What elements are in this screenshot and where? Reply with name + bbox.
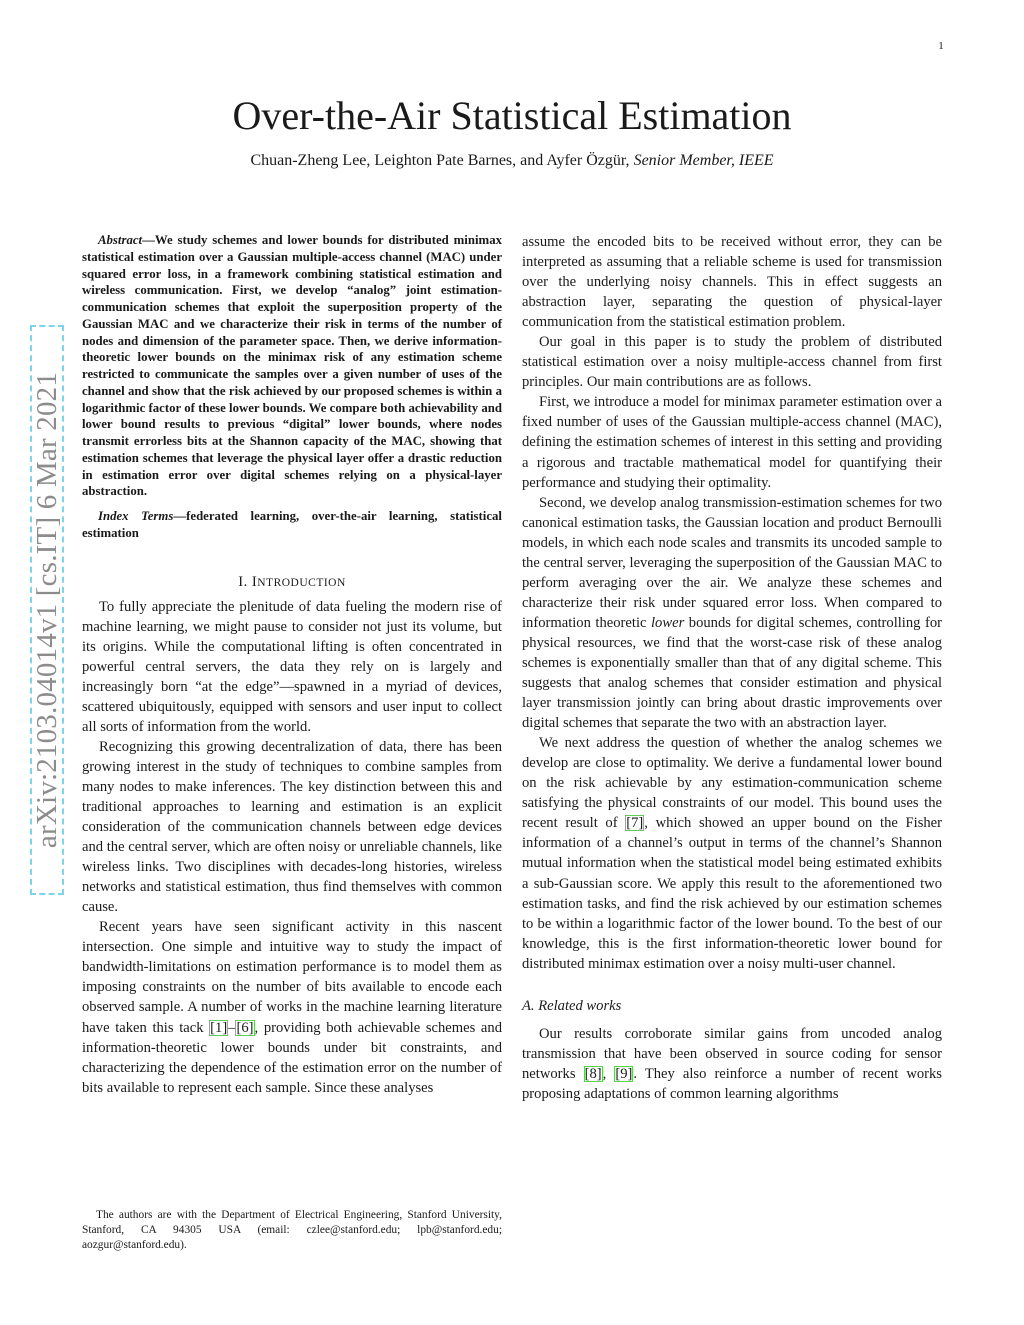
- intro-paragraph-first: First, we introduce a model for minimax parameter estimation over a fixed number of uses of the Gaussian multiple-access channel (MAC), defining the estimation schemes of interest in this setting and providing a rigorous and tractable mathematical model for quantifying their performance and studying their optimality.: [522, 394, 942, 491]
- intro-paragraph-second: [522, 493, 942, 734]
- paper-title: Over-the-Air Statistical Estimation: [232, 93, 792, 138]
- left-column: [82, 232, 502, 1098]
- citation-separator: ,: [602, 1065, 615, 1082]
- citation-link-7[interactable]: [7]: [626, 815, 644, 832]
- author-names: Chuan-Zheng Lee, Leighton Pate Barnes, and Ayfer Özgür,: [250, 152, 630, 169]
- citation-range-dash: –: [228, 1019, 236, 1036]
- section-title-rest: NTRODUCTION: [257, 576, 346, 589]
- intro-paragraph-continued: assume the encoded bits to be received without error, they can be interpreted as assuming that a reliable scheme is used for transmission over the underlying noisy channels. This in effect suggests an abstraction layer, separating the question of physical-layer communication from the statistical estimation problem.: [522, 234, 942, 331]
- citation-link-8[interactable]: [8]: [584, 1065, 602, 1082]
- section-numeral: I. I: [238, 573, 258, 590]
- index-terms-label: Index Terms: [98, 509, 174, 523]
- subsection-heading-related-works: A. Related works: [522, 997, 622, 1014]
- paragraph-text: Second, we develop analog transmission-estimation schemes for two canonical estimation tasks, the Gaussian location and product Bernoulli models, in which each node scales and transmits its uncoded sample to the central server, leveraging the superposition of the Gaussian MAC to perform averaging over the air. We analyze these schemes and characterize their risk under squared error loss. When compared to information theoretic: [522, 494, 942, 631]
- intro-paragraph-goal: Our goal in this paper is to study the problem of distributed statistical estimation over a noisy multiple-access channel from first principles. Our main contributions are as follows.: [522, 334, 942, 391]
- author-footnote: The authors are with the Department of Electrical Engineering, Stanford University, Stanford, CA 94305 USA (email: czlee@stanford.edu; lpb@stanford.edu; aozgur@stanford.edu).: [82, 1209, 502, 1251]
- section-heading-introduction: [82, 572, 502, 593]
- intro-paragraph-2: Recognizing this growing decentralization of data, there has been growing interest in the study of techniques to combine samples from many nodes to make inferences. The key distinction between this and traditional approaches to learning and estimation is an explicit consideration of the communication channels between edge devices and the central server, which are often noisy or unreliable channels, like wireless links. Two disciplines with decades-long histories, wireless networks and statistical estimation, thus find themselves with common cause.: [82, 738, 502, 916]
- author-title: Senior Member, IEEE: [633, 152, 774, 169]
- abstract-text: —We study schemes and lower bounds for distributed minimax statistical estimation over a Gaussian multiple-access channel (MAC) under squared error loss, in a framework combining statistical estimation and wireless communication. First, we develop “analog” joint estimation-communication schemes that exploit the superposition property of the Gaussian MAC and we characterize their risk in terms of the number of nodes and dimension of the parameter space. Then, we derive information-theoretic lower bounds on the minimax risk of any estimation scheme restricted to communicate the samples over a given number of uses of the channel and show that the risk achieved by our proposed schemes is within a logarithmic factor of these lower bounds. We compare both achievability and lower bound results to previous “digital” lower bounds, where nodes transmit errorless bits at the Shannon capacity of the MAC, showing that estimation schemes that leverage the physical layer offer a drastic reduction in estimation error over digital schemes relying on a physical-layer abstraction.: [82, 233, 502, 499]
- page-number: 1: [938, 40, 944, 52]
- intro-paragraph-next: [522, 733, 942, 974]
- related-works-paragraph: [522, 1024, 942, 1104]
- citation-link-9[interactable]: [9]: [615, 1065, 633, 1082]
- paragraph-text: Our results corroborate similar gains from uncoded analog transmission that have been observed in source coding for sensor networks: [522, 1025, 942, 1082]
- paragraph-text: . They also reinforce a number of recent works proposing adaptations of common learning algorithms: [522, 1065, 942, 1102]
- paragraph-text: , providing both achievable schemes and information-theoretic lower bounds under bit constraints, and characterizing the dependence of the estimation error on the number of bits available to represent each sample. Since these analyses: [82, 1019, 503, 1096]
- abstract-label: Abstract: [98, 233, 143, 247]
- citation-link-1[interactable]: [1]: [210, 1019, 228, 1036]
- author-line: [0, 151, 1024, 171]
- arxiv-stamp[interactable]: arXiv:2103.04014v1 [cs.IT] 6 Mar 2021: [30, 325, 64, 895]
- paragraph-text: We next address the question of whether the analog schemes we develop are close to optimality. We derive a fundamental lower bound on the risk achievable by any estimation-communication scheme satisfying the physical constraints of our model. This bound uses the recent result of: [522, 735, 942, 832]
- paragraph-text: , which showed an upper bound on the Fisher information of a channel’s output in terms of the channel’s Shannon mutual information when the statistical model being estimated exhibits a sub-Gaussian score. We apply this result to the aforementioned two estimation tasks, and find the risk achieved by our estimation schemes to be within a logarithmic factor of the lower bound. To the best of our knowledge, this is the first information-theoretic lower bound for distributed minimax estimation over a noisy multi-user channel.: [522, 815, 943, 972]
- index-terms-text: —federated learning, over-the-air learning, statistical estimation: [82, 509, 502, 540]
- intro-paragraph-1: To fully appreciate the plenitude of data fueling the modern rise of machine learning, we might pause to consider not just its volume, but its origins. While the computational lifting is often concentrated in powerful central servers, the data they rely on is largely and increasingly born “at the edge”—spawned in a myriad of devices, scattered ubiquitously, equipped with sensors and user input to collect all sorts of information from the world.: [82, 598, 502, 735]
- paragraph-text: Recent years have seen significant activity in this nascent intersection. One simple and intuitive way to study the impact of bandwidth-limitations on estimation performance is to model them as imposing constraints on the number of bits available to encode each observed sample. A number of works in the machine learning literature have taken this tack: [82, 919, 502, 1036]
- abstract: [82, 232, 502, 500]
- index-terms: [82, 508, 502, 542]
- intro-paragraph-3: [82, 917, 502, 1097]
- citation-link-6[interactable]: [6]: [236, 1019, 254, 1036]
- paragraph-text: bounds for digital schemes, controlling for physical resources, we find that the worst-case risk of these analog schemes is exponentially smaller than that of any digital scheme. This suggests that analog schemes that consider estimation and physical layer transmission jointly can bring about drastic improvements over digital schemes that separate the two with an abstraction layer.: [522, 614, 942, 732]
- right-column: [522, 232, 942, 1104]
- emphasis-text: lower: [651, 614, 685, 631]
